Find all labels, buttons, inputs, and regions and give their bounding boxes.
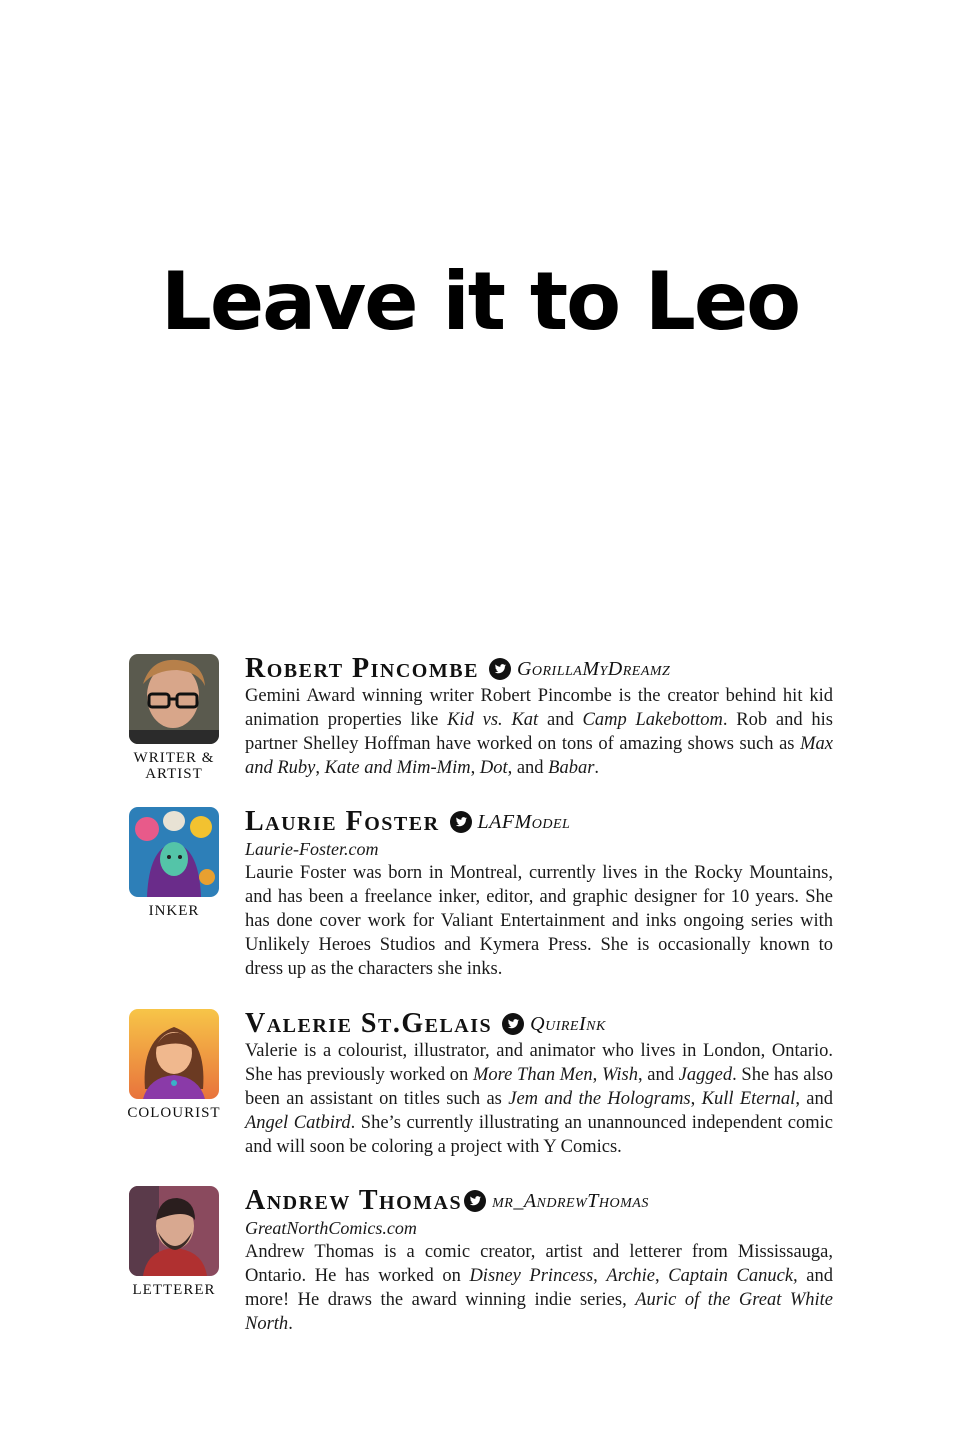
work-title: Dot bbox=[479, 758, 508, 778]
twitter-handle[interactable]: LAFModel bbox=[477, 810, 571, 833]
bio-description: Gemini Award winning writer Robert Pincombe is the creator behind hit kid animation properties like Kid vs. Kat and Camp Lakebottom. Rob and his partner Shelley Hoffman have worked on tons of amazing shows such as Max and Ruby, Kate and Mim-Mim, Dot, and Babar. bbox=[245, 686, 834, 778]
avatar bbox=[129, 1009, 219, 1099]
bio-text bbox=[245, 654, 833, 780]
name-line bbox=[245, 1186, 833, 1216]
role-label: COLOURIST bbox=[127, 1105, 221, 1121]
bio-description: Laurie Foster was born in Montreal, currently lives in the Rocky Mountains, and has been a freelance inker, editor, and graphic designer for 10 years. She has done cover work for Valiant Entertainment and inks ongoing series with Unlikely Heroes Studios and Kymera Press. She is occasionally known to dress up as the characters she inks. bbox=[245, 863, 833, 979]
creator-name: Robert Pincombe bbox=[245, 653, 479, 684]
twitter-handle[interactable]: QuireInk bbox=[530, 1012, 606, 1035]
name-line bbox=[245, 1009, 833, 1039]
work-title: Captain Canuck, bbox=[668, 1266, 798, 1286]
bio-text bbox=[245, 1009, 833, 1159]
website-link[interactable]: GreatNorthComics.com bbox=[245, 1218, 417, 1238]
work-title: Babar bbox=[548, 758, 595, 778]
twitter-icon bbox=[450, 811, 472, 833]
avatar bbox=[129, 654, 219, 744]
bio-text bbox=[245, 807, 833, 981]
work-title: Disney Princess bbox=[469, 1266, 594, 1286]
work-title: Camp Lakebottom bbox=[582, 710, 723, 730]
avatar-column bbox=[124, 807, 224, 919]
work-title: Jem and the Holograms bbox=[508, 1089, 691, 1109]
work-title: Jagged bbox=[678, 1065, 733, 1085]
bio-description: Valerie is a colourist, illustrator, and animator who lives in London, Ontario. She has previously worked on More Than Men, Wish, and Jagged. She has also been an assistant on titles such as Jem and the Holograms, Kull Eternal, and Angel Catbird. She’s currently illustrating an unannounced independent comic and will soon be coloring a project with Y Comics. bbox=[245, 1041, 834, 1157]
work-title: Auric of the Great White North bbox=[245, 1290, 833, 1334]
creator-bio bbox=[124, 807, 834, 977]
avatar bbox=[129, 1186, 219, 1276]
website-link[interactable]: Laurie-Foster.com bbox=[245, 839, 379, 859]
work-title: Kull Eternal bbox=[701, 1089, 796, 1109]
name-line bbox=[245, 807, 833, 837]
twitter-icon bbox=[464, 1190, 486, 1212]
work-title: Kid vs. Kat bbox=[447, 710, 539, 730]
work-title: Max and Ruby bbox=[245, 734, 833, 778]
role-label: INKER bbox=[148, 903, 200, 919]
creator-name: Valerie St.Gelais bbox=[245, 1008, 493, 1039]
work-title: More Than Men bbox=[472, 1065, 593, 1085]
work-title: Angel Catbird bbox=[245, 1113, 351, 1133]
bio-text bbox=[245, 1186, 833, 1336]
bio-description: Andrew Thomas is a comic creator, artist and letterer from Mississauga, Ontario. He has worked on Disney Princess, Archie, Captain Canuck, and more! He draws the award winning indie series, Auric of the Great White North. bbox=[245, 1242, 833, 1334]
work-title: Archie bbox=[606, 1266, 656, 1286]
twitter-handle[interactable]: GorillaMyDreamz bbox=[516, 657, 671, 680]
creator-bio bbox=[124, 1009, 834, 1179]
avatar-column bbox=[124, 1186, 224, 1298]
page-title: Leave it to Leo bbox=[160, 255, 800, 348]
creator-name: Andrew Thomas bbox=[245, 1185, 463, 1216]
twitter-handle[interactable]: mr_AndrewThomas bbox=[492, 1189, 649, 1212]
avatar bbox=[129, 807, 219, 897]
avatar-column bbox=[124, 654, 224, 782]
creator-name: Laurie Foster bbox=[245, 806, 440, 837]
twitter-icon bbox=[489, 658, 511, 680]
work-title: Kate and Mim-Mim bbox=[324, 758, 471, 778]
avatar-column bbox=[124, 1009, 224, 1121]
twitter-icon bbox=[502, 1013, 524, 1035]
role-label: WRITER & ARTIST bbox=[133, 750, 215, 782]
work-title: Wish bbox=[601, 1065, 638, 1085]
creator-bio bbox=[124, 654, 834, 824]
creator-bio bbox=[124, 1186, 834, 1356]
name-line bbox=[245, 654, 833, 684]
role-label: LETTERER bbox=[132, 1282, 216, 1298]
